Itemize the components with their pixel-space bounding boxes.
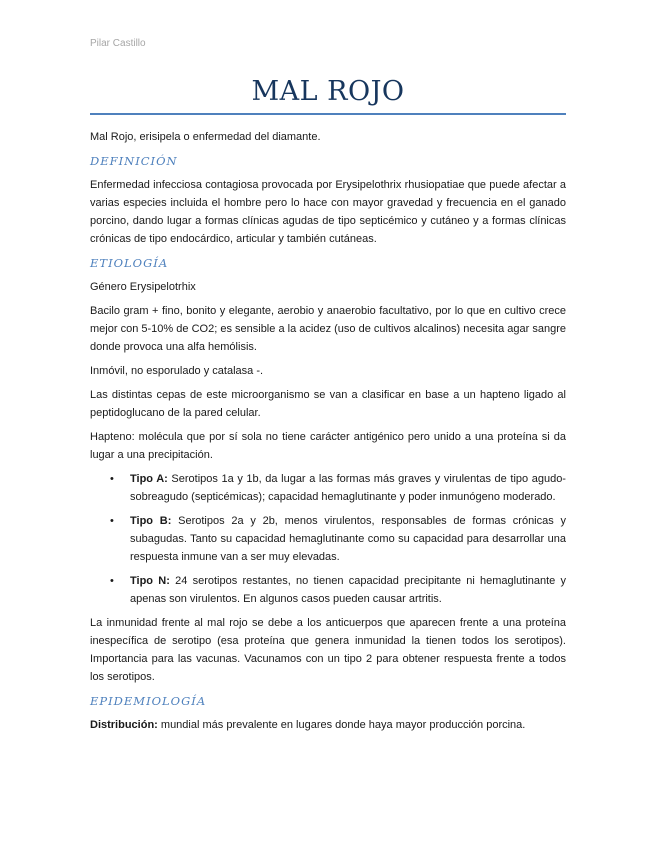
serotype-list — [90, 470, 566, 608]
list-item-label: Tipo A: — [130, 473, 168, 485]
distribucion-label: Distribución: — [90, 719, 158, 731]
list-item-text: 24 serotipos restantes, no tienen capacidad precipitante ni hemaglutinante y apenas son virulentos. En algunos casos pueden causar artritis. — [130, 575, 566, 605]
list-item — [90, 470, 566, 506]
bullet-icon: • — [110, 473, 114, 485]
etiologia-hapteno: Hapteno: molécula que por sí sola no tiene carácter antigénico pero unido a una proteína si da lugar a una precipitación. — [90, 431, 566, 461]
heading-definicion: DEFINICIÓN — [90, 154, 178, 168]
definicion-paragraph: Enfermedad infecciosa contagiosa provocada por Erysipelothrix rhusiopatiae que puede afectar a varias especies incluida el hombre pero lo hace con mayor gravedad y frecuencia en el ganado porcino, dando lugar a formas clínicas agudas de tipo septicémico y cutáneo y a formas clínicas crónicas de tipo endocárdico, articular y también cutáneas. — [90, 179, 566, 245]
bullet-icon: • — [110, 575, 114, 587]
title-divider — [90, 113, 566, 115]
list-item — [90, 572, 566, 608]
page-title: MAL ROJO — [251, 76, 405, 107]
etiologia-inmovil: Inmóvil, no esporulado y catalasa -. — [90, 365, 264, 377]
list-item — [90, 512, 566, 566]
bullet-icon: • — [110, 515, 114, 527]
etiologia-bacilo: Bacilo gram + fino, bonito y elegante, aerobio y anaerobio facultativo, por lo que en cultivo crece mejor con 5-10% de CO2; es sensible a la acidez (uso de cultivos alcalinos) necesita agar sangre donde provoca una alfa hemólisis. — [90, 305, 566, 353]
document-body — [90, 128, 566, 740]
epidemiologia-distribucion — [90, 716, 566, 734]
heading-epidemiologia: EPIDEMIOLOGÍA — [90, 694, 207, 708]
intro-paragraph: Mal Rojo, erisipela o enfermedad del diamante. — [90, 131, 321, 143]
list-item-text: Serotipos 2a y 2b, menos virulentos, responsables de formas crónicas y subagudas. Tanto su capacidad hemaglutinante como su capacidad para desarrollar una respuesta inmune van a ser muy elevadas. — [130, 515, 566, 563]
etiologia-genero: Género Erysipelotrhix — [90, 281, 196, 293]
heading-etiologia: ETIOLOGÍA — [90, 256, 169, 270]
list-item-text: Serotipos 1a y 1b, da lugar a las formas más graves y virulentas de tipo agudo-sobreagudo (septicémicas); capacidad hemaglutinante y poder inmunógeno moderado. — [130, 473, 566, 503]
header-author: Pilar Castillo — [90, 38, 146, 49]
etiologia-cepas: Las distintas cepas de este microorganismo se van a clasificar en base a un hapteno ligado al peptidoglucano de la pared celular. — [90, 389, 566, 419]
list-item-label: Tipo B: — [130, 515, 172, 527]
etiologia-inmunidad: La inmunidad frente al mal rojo se debe a los anticuerpos que aparecen frente a una proteína inespecífica de serotipo (esa proteína que genera inmunidad la tienen todos los serotipos). Importancia para las vacunas. Vacunamos con un tipo 2 para obtener respuesta frente a todos los serotipos. — [90, 617, 566, 683]
distribucion-text: mundial más prevalente en lugares donde haya mayor producción porcina. — [157, 719, 526, 731]
list-item-label: Tipo N: — [130, 575, 170, 587]
